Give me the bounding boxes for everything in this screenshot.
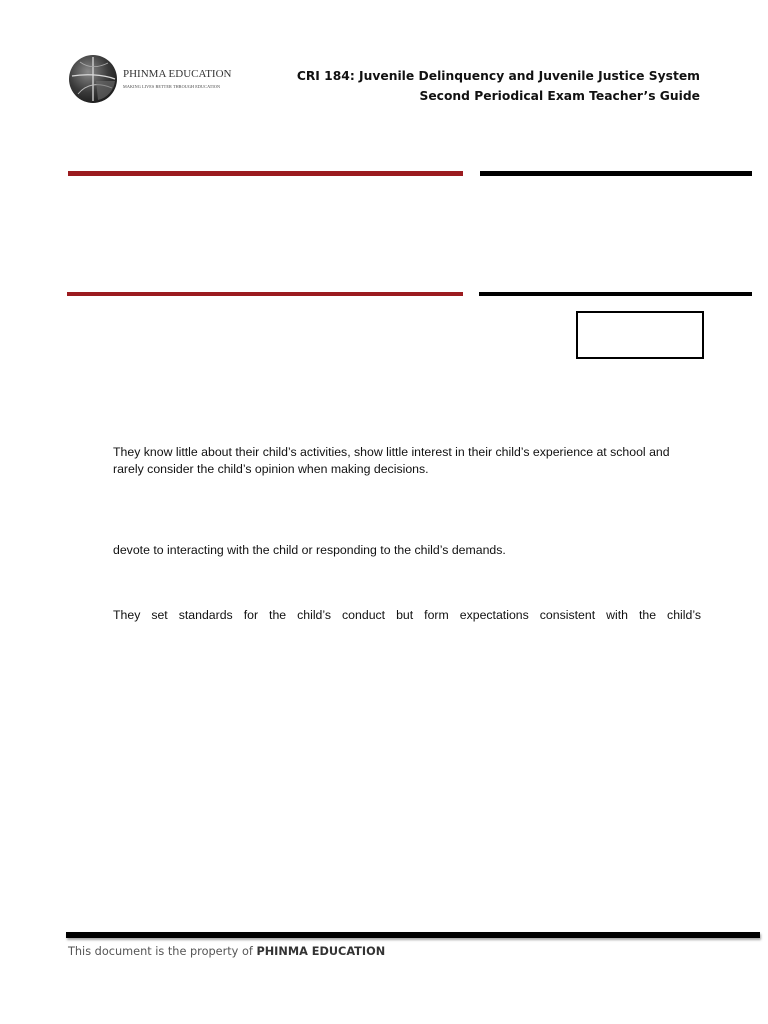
phinma-logo (66, 52, 236, 108)
logo-tagline: MAKING LIVES BETTER THROUGH EDUCATION (123, 84, 221, 89)
footer-divider (66, 932, 760, 938)
footer-notice (68, 945, 385, 958)
paragraph-2: devote to interacting with the child or responding to the child’s demands. (113, 543, 506, 557)
black-divider-top (480, 171, 752, 176)
course-title: CRI 184: Juvenile Delinquency and Juvenile Justice System (296, 69, 700, 83)
footer-owner: PHINMA EDUCATION (256, 945, 386, 958)
red-divider-bottom (67, 292, 463, 296)
red-divider-top (68, 171, 463, 176)
exam-title: Second Periodical Exam Teacher’s Guide (419, 89, 700, 103)
document-header (297, 66, 700, 106)
paragraph-1: They know little about their child’s activities, show little interest in their child’s experience at school and rarely consider the child’s opinion when making decisions. (113, 445, 670, 476)
score-box (576, 311, 704, 359)
paragraph-3: They set standards for the child’s conduct but form expectations consistent with the child’s (113, 608, 701, 622)
footer-prefix: This document is the property of (68, 945, 257, 958)
black-divider-bottom (479, 292, 752, 296)
phinma-logo-icon (68, 54, 118, 104)
logo-name: PHINMA EDUCATION (123, 68, 232, 80)
